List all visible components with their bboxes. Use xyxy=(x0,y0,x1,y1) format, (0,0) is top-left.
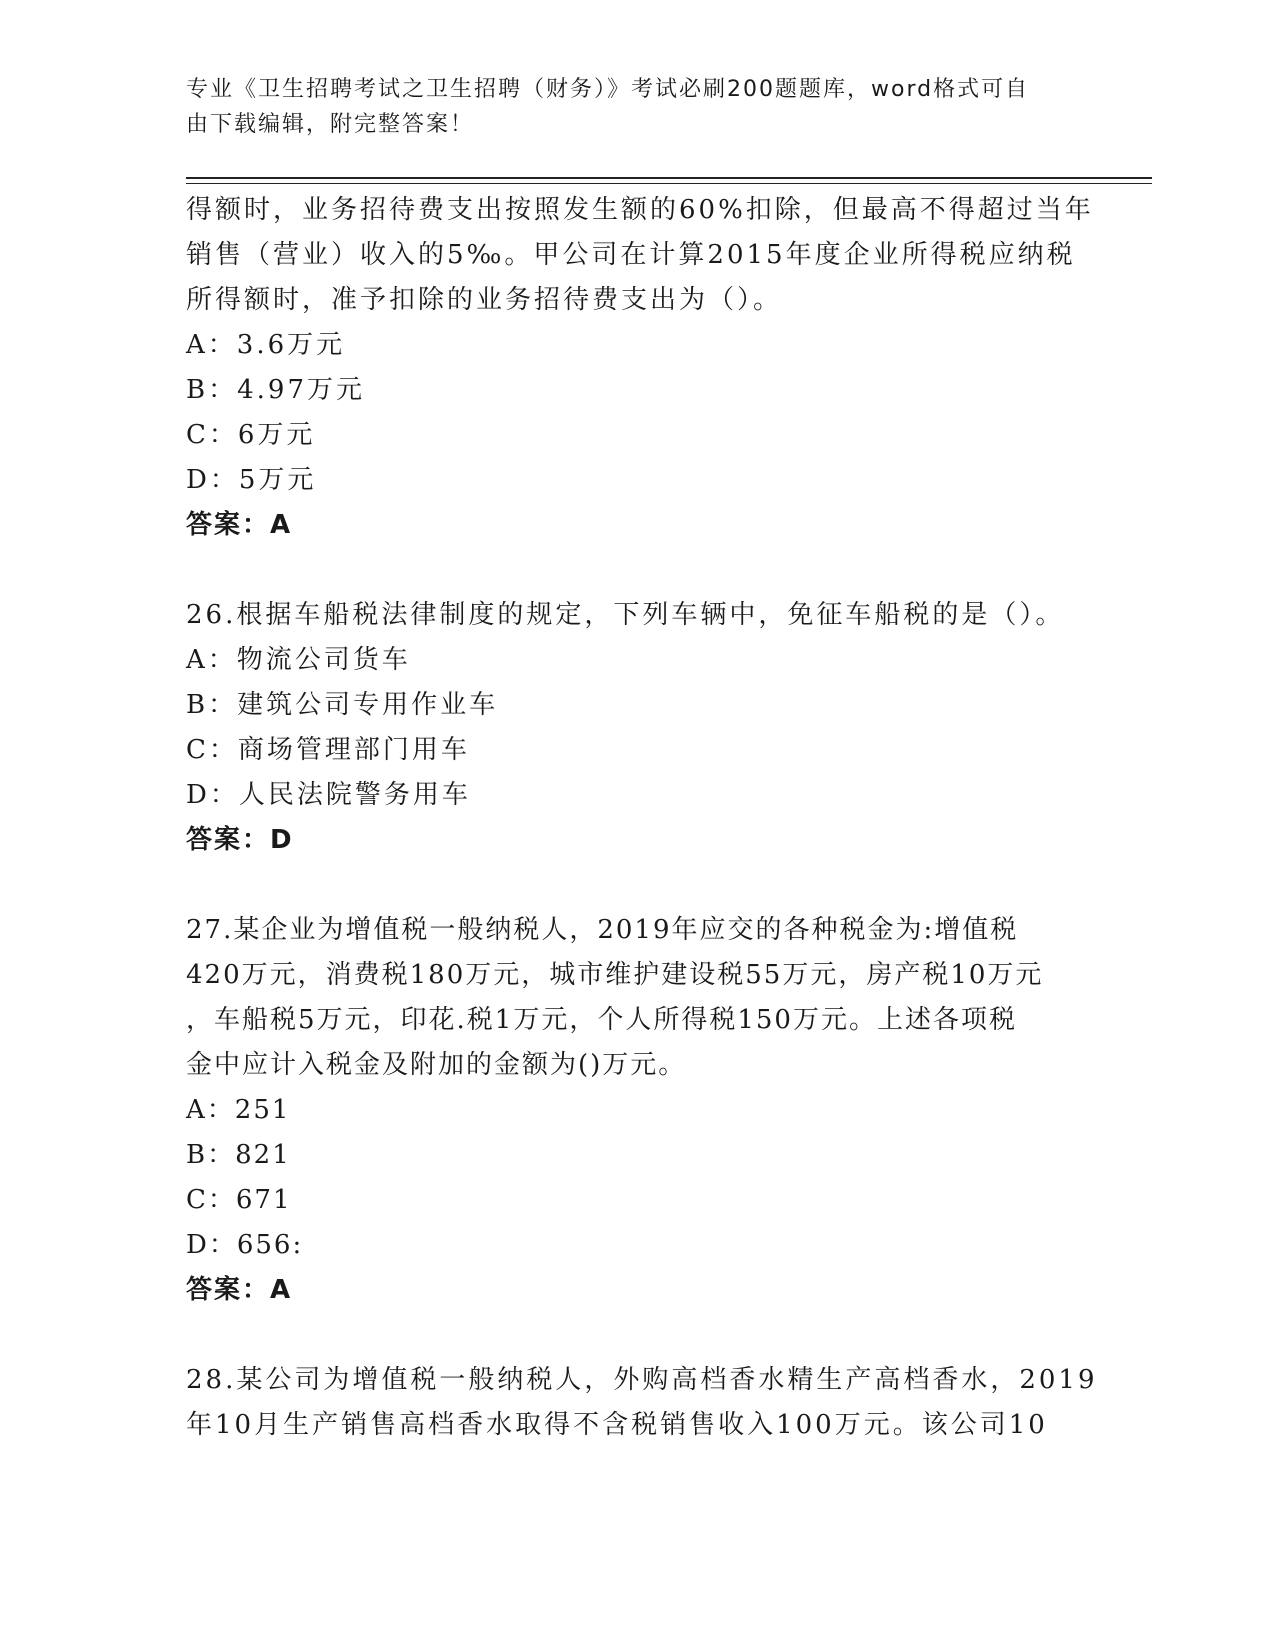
question-text-line: 27.某企业为增值税一般纳税人，2019年应交的各种税金为:增值税 xyxy=(186,915,1019,945)
question-text-line: 金中应计入税金及附加的金额为()万元。 xyxy=(186,1050,687,1080)
option-d: D：5万元 xyxy=(186,465,317,495)
option-a: A：物流公司货车 xyxy=(186,645,411,675)
option-c: C：商场管理部门用车 xyxy=(186,735,470,765)
question-27 xyxy=(186,908,1086,1313)
question-26 xyxy=(186,593,1086,863)
question-spacer xyxy=(186,1313,1086,1358)
header-line-2: 由下载编辑，附完整答案！ xyxy=(186,112,475,137)
question-text-line: 28.某公司为增值税一般纳税人，外购高档香水精生产高档香水，2019 xyxy=(186,1365,1098,1395)
option-a: A：3.6万元 xyxy=(186,330,346,360)
header-divider-thin xyxy=(186,183,1152,184)
question-text-line: 26.根据车船税法律制度的规定，下列车辆中，免征车船税的是（）。 xyxy=(186,600,1065,630)
answer-label: 答案：D xyxy=(186,825,294,855)
question-spacer xyxy=(186,863,1086,908)
question-25 xyxy=(186,188,1094,548)
question-text-line: 420万元，消费税180万元，城市维护建设税55万元，房产税10万元 xyxy=(186,960,1044,990)
question-28 xyxy=(186,1358,1098,1448)
question-list xyxy=(186,188,1098,1448)
question-text-line: 得额时，业务招待费支出按照发生额的60%扣除，但最高不得超过当年 xyxy=(186,195,1094,225)
header-line-1: 专业《卫生招聘考试之卫生招聘（财务）》考试必刷200题题库，word格式可自 xyxy=(186,77,1030,102)
question-text-line: ，车船税5万元，印花.税1万元，个人所得税150万元。上述各项税 xyxy=(186,1005,1017,1035)
question-text-line: 年10月生产销售高档香水取得不含税销售收入100万元。该公司10 xyxy=(186,1410,1048,1440)
answer-label: 答案：A xyxy=(186,510,293,540)
option-a: A：251 xyxy=(186,1095,291,1125)
option-c: C：671 xyxy=(186,1185,292,1215)
option-b: B：4.97万元 xyxy=(186,375,365,405)
header-divider-thick xyxy=(186,177,1152,179)
option-c: C：6万元 xyxy=(186,420,316,450)
option-d: D：656: xyxy=(186,1230,304,1260)
question-text-line: 所得额时，准予扣除的业务招待费支出为（）。 xyxy=(186,285,783,315)
question-spacer xyxy=(186,548,1086,593)
answer-label: 答案：A xyxy=(186,1275,293,1305)
option-b: B：821 xyxy=(186,1140,291,1170)
option-b: B：建筑公司专用作业车 xyxy=(186,690,499,720)
question-text-line: 销售（营业）收入的5‰。甲公司在计算2015年度企业所得税应纳税 xyxy=(186,240,1076,270)
document-header xyxy=(186,72,1066,142)
option-d: D：人民法院警务用车 xyxy=(186,780,471,810)
